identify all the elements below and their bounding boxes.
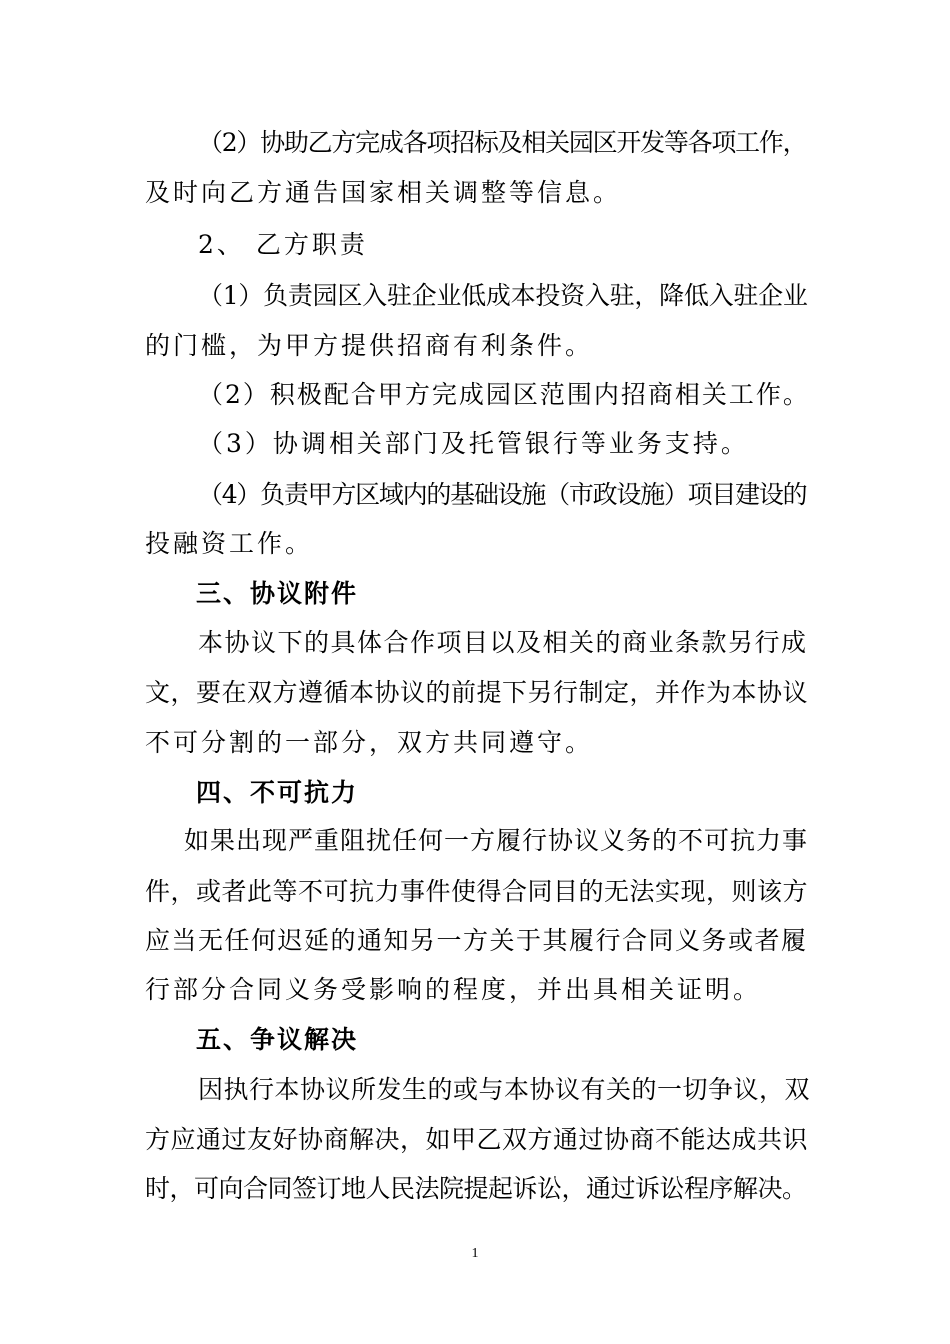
paragraph-line: 时，可向合同签订地人民法院提起诉讼，通过诉讼程序解决。 [145, 1174, 807, 1203]
section-heading-force-majeure: 四、不可抗力 [196, 778, 359, 807]
paragraph-line: （2）协助乙方完成各项招标及相关园区开发等各项工作， [198, 128, 807, 157]
paragraph-line: 不可分割的一部分，双方共同遵守。 [145, 728, 594, 757]
paragraph-line: 因执行本协议所发生的或与本协议有关的一切争议，双 [198, 1075, 811, 1104]
paragraph-line: 本协议下的具体合作项目以及相关的商业条款另行成 [198, 628, 808, 657]
paragraph-line: 应当无任何迟延的通知另一方关于其履行合同义务或者履 [145, 926, 808, 955]
paragraph-line: （1）负责园区入驻企业低成本投资入驻，降低入驻企业 [198, 281, 808, 310]
paragraph-line: 及时向乙方通告国家相关调整等信息。 [145, 178, 622, 207]
paragraph-line: 如果出现严重阻扰任何一方履行协议义务的不可抗力事 [184, 826, 809, 855]
page-number: 1 [471, 1246, 479, 1261]
paragraph-line: 投融资工作。 [145, 529, 314, 558]
paragraph-line: 文，要在双方遵循本协议的前提下另行制定，并作为本协议 [145, 678, 809, 707]
paragraph-line: 行部分合同义务受影响的程度，并出具相关证明。 [145, 975, 762, 1004]
section-heading-attachments: 三、协议附件 [196, 579, 359, 608]
section-subheading: 2、 乙方职责 [198, 230, 368, 259]
paragraph-line: 件，或者此等不可抗力事件使得合同目的无法实现，则该方 [145, 877, 809, 906]
section-heading-dispute-resolution: 五、争议解决 [196, 1025, 359, 1054]
paragraph-line: （3）协调相关部门及托管银行等业务支持。 [198, 429, 749, 458]
paragraph-line: （2）积极配合甲方完成园区范围内招商相关工作。 [198, 380, 810, 409]
paragraph-line: 方应通过友好协商解决，如甲乙双方通过协商不能达成共识 [145, 1125, 809, 1154]
paragraph-line: （4）负责甲方区域内的基础设施（市政设施）项目建设的 [198, 480, 807, 509]
paragraph-line: 的门槛，为甲方提供招商有利条件。 [145, 331, 594, 360]
